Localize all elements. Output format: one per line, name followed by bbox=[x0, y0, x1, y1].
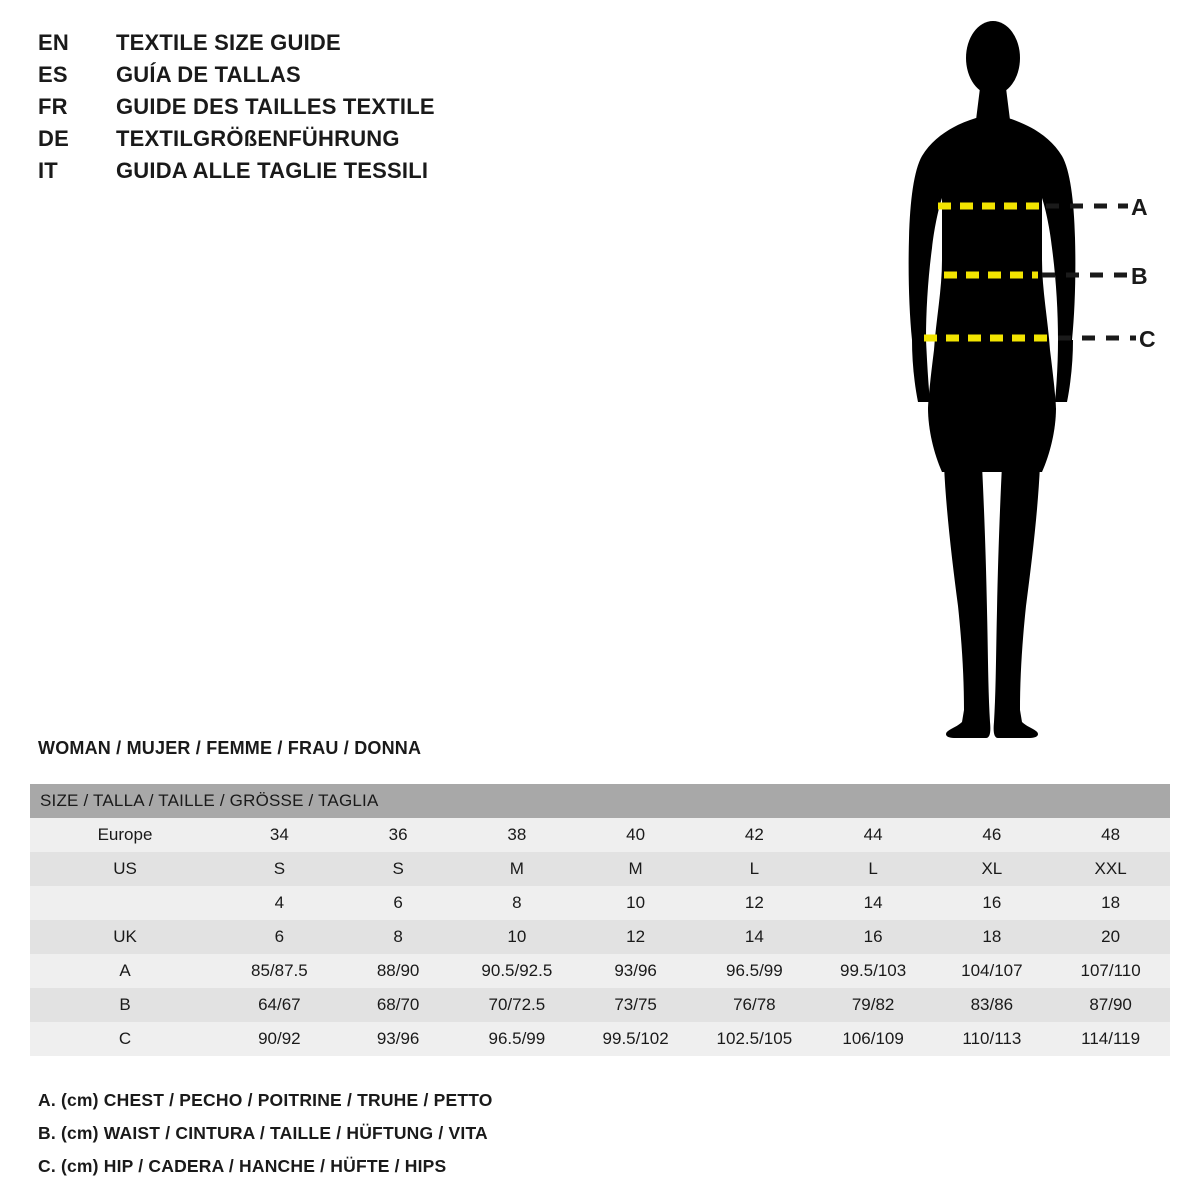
cell: 12 bbox=[626, 927, 646, 946]
cell: 8 bbox=[512, 893, 522, 912]
title-text-es: GUÍA DE TALLAS bbox=[116, 62, 301, 87]
title-row-es bbox=[38, 62, 558, 88]
cell: M bbox=[509, 859, 524, 878]
cell: 8 bbox=[393, 927, 403, 946]
cell: 36 bbox=[388, 825, 408, 844]
cell: 18 bbox=[982, 927, 1002, 946]
title-row-fr bbox=[38, 94, 558, 120]
table-row bbox=[30, 988, 1170, 1022]
cell: 14 bbox=[863, 893, 883, 912]
size-table-container bbox=[30, 784, 1170, 1056]
table-header-label: SIZE / TALLA / TAILLE / GRÖSSE / TAGLIA bbox=[40, 791, 379, 810]
title-row-it bbox=[38, 158, 558, 184]
cell: L bbox=[749, 859, 760, 878]
title-text-fr: GUIDE DES TAILLES TEXTILE bbox=[116, 94, 435, 119]
title-text-de: TEXTILGRÖßENFÜHRUNG bbox=[116, 126, 400, 151]
cell: 48 bbox=[1101, 825, 1121, 844]
cell: 44 bbox=[863, 825, 883, 844]
cell: 68/70 bbox=[376, 995, 420, 1014]
cell: 73/75 bbox=[614, 995, 657, 1014]
section-caption: WOMAN / MUJER / FEMME / FRAU / DONNA bbox=[38, 738, 422, 758]
cell: 6 bbox=[393, 893, 403, 912]
cell: 96.5/99 bbox=[488, 1029, 546, 1048]
cell: 110/113 bbox=[962, 1029, 1022, 1048]
cell: S bbox=[273, 859, 286, 878]
cell: M bbox=[628, 859, 643, 878]
cell: 96.5/99 bbox=[726, 961, 783, 980]
footnote-b: B. (cm) WAIST / CINTURA / TAILLE / HÜFTUNG / VITA bbox=[38, 1123, 488, 1143]
cell: 76/78 bbox=[733, 995, 776, 1014]
body-figure bbox=[860, 10, 1190, 750]
footnote-c: C. (cm) HIP / CADERA / HANCHE / HÜFTE / HIPS bbox=[38, 1156, 447, 1176]
cell: 12 bbox=[744, 893, 764, 912]
cell: 99.5/102 bbox=[602, 1029, 669, 1048]
cell: 79/82 bbox=[851, 995, 895, 1014]
row-label: US bbox=[113, 859, 137, 878]
cell: 99.5/103 bbox=[840, 961, 907, 980]
cell: 6 bbox=[274, 927, 285, 946]
cell: 16 bbox=[863, 927, 883, 946]
cell: 46 bbox=[982, 825, 1002, 844]
table-row bbox=[30, 852, 1170, 886]
measure-label-b: B bbox=[1131, 263, 1148, 289]
cell: 85/87.5 bbox=[251, 961, 308, 980]
footnote-a: A. (cm) CHEST / PECHO / POITRINE / TRUHE / PETTO bbox=[38, 1090, 493, 1110]
title-text-en: TEXTILE SIZE GUIDE bbox=[116, 30, 341, 55]
cell: 102.5/105 bbox=[716, 1029, 793, 1048]
table-row bbox=[30, 818, 1170, 852]
cell: 18 bbox=[1101, 893, 1121, 912]
cell: 42 bbox=[744, 825, 764, 844]
cell: 90.5/92.5 bbox=[481, 961, 553, 980]
table-row bbox=[30, 920, 1170, 954]
cell: 16 bbox=[982, 893, 1002, 912]
cell: 40 bbox=[626, 825, 646, 844]
row-label: A bbox=[119, 961, 131, 980]
cell: 90/92 bbox=[258, 1029, 301, 1048]
language-code-es: ES bbox=[38, 62, 68, 87]
cell: 20 bbox=[1101, 927, 1121, 946]
title-row-en bbox=[38, 30, 558, 56]
table-row bbox=[30, 1022, 1170, 1056]
cell: 93/96 bbox=[376, 1029, 420, 1048]
cell: 114/119 bbox=[1081, 1029, 1141, 1048]
row-label: C bbox=[118, 1029, 132, 1048]
cell: 38 bbox=[507, 825, 527, 844]
language-code-fr: FR bbox=[38, 94, 68, 119]
cell: 104/107 bbox=[961, 961, 1023, 980]
cell: L bbox=[868, 859, 878, 878]
title-text-it: GUIDA ALLE TAGLIE TESSILI bbox=[116, 158, 429, 183]
cell: XXL bbox=[1094, 859, 1127, 878]
footnotes bbox=[38, 1090, 738, 1189]
table-header-row bbox=[30, 784, 1170, 818]
language-code-de: DE bbox=[38, 126, 69, 151]
female-silhouette-icon bbox=[860, 10, 1190, 750]
cell: XL bbox=[981, 859, 1003, 878]
cell: 107/110 bbox=[1080, 961, 1141, 980]
cell: 34 bbox=[269, 825, 289, 844]
language-code-it: IT bbox=[38, 158, 58, 183]
table-row bbox=[30, 886, 1170, 920]
cell: 10 bbox=[626, 893, 646, 912]
measure-label-a: A bbox=[1131, 194, 1148, 220]
cell: 93/96 bbox=[614, 961, 657, 980]
cell: 106/109 bbox=[842, 1029, 904, 1048]
title-block bbox=[38, 30, 558, 190]
row-label: UK bbox=[113, 927, 137, 946]
table-row bbox=[30, 954, 1170, 988]
cell: 83/86 bbox=[970, 995, 1014, 1014]
cell: 70/72.5 bbox=[488, 995, 546, 1014]
row-label: Europe bbox=[97, 825, 153, 844]
row-label bbox=[30, 886, 220, 920]
size-table bbox=[30, 784, 1170, 1056]
cell: 64/67 bbox=[258, 995, 301, 1014]
title-row-de bbox=[38, 126, 558, 152]
cell: 87/90 bbox=[1089, 995, 1132, 1014]
language-code-en: EN bbox=[38, 30, 69, 55]
row-label: B bbox=[119, 995, 131, 1014]
cell: 88/90 bbox=[376, 961, 420, 980]
cell: S bbox=[392, 859, 404, 878]
cell: 4 bbox=[274, 893, 285, 912]
cell: 10 bbox=[507, 927, 527, 946]
cell: 14 bbox=[744, 927, 764, 946]
measure-label-c: C bbox=[1139, 326, 1156, 352]
